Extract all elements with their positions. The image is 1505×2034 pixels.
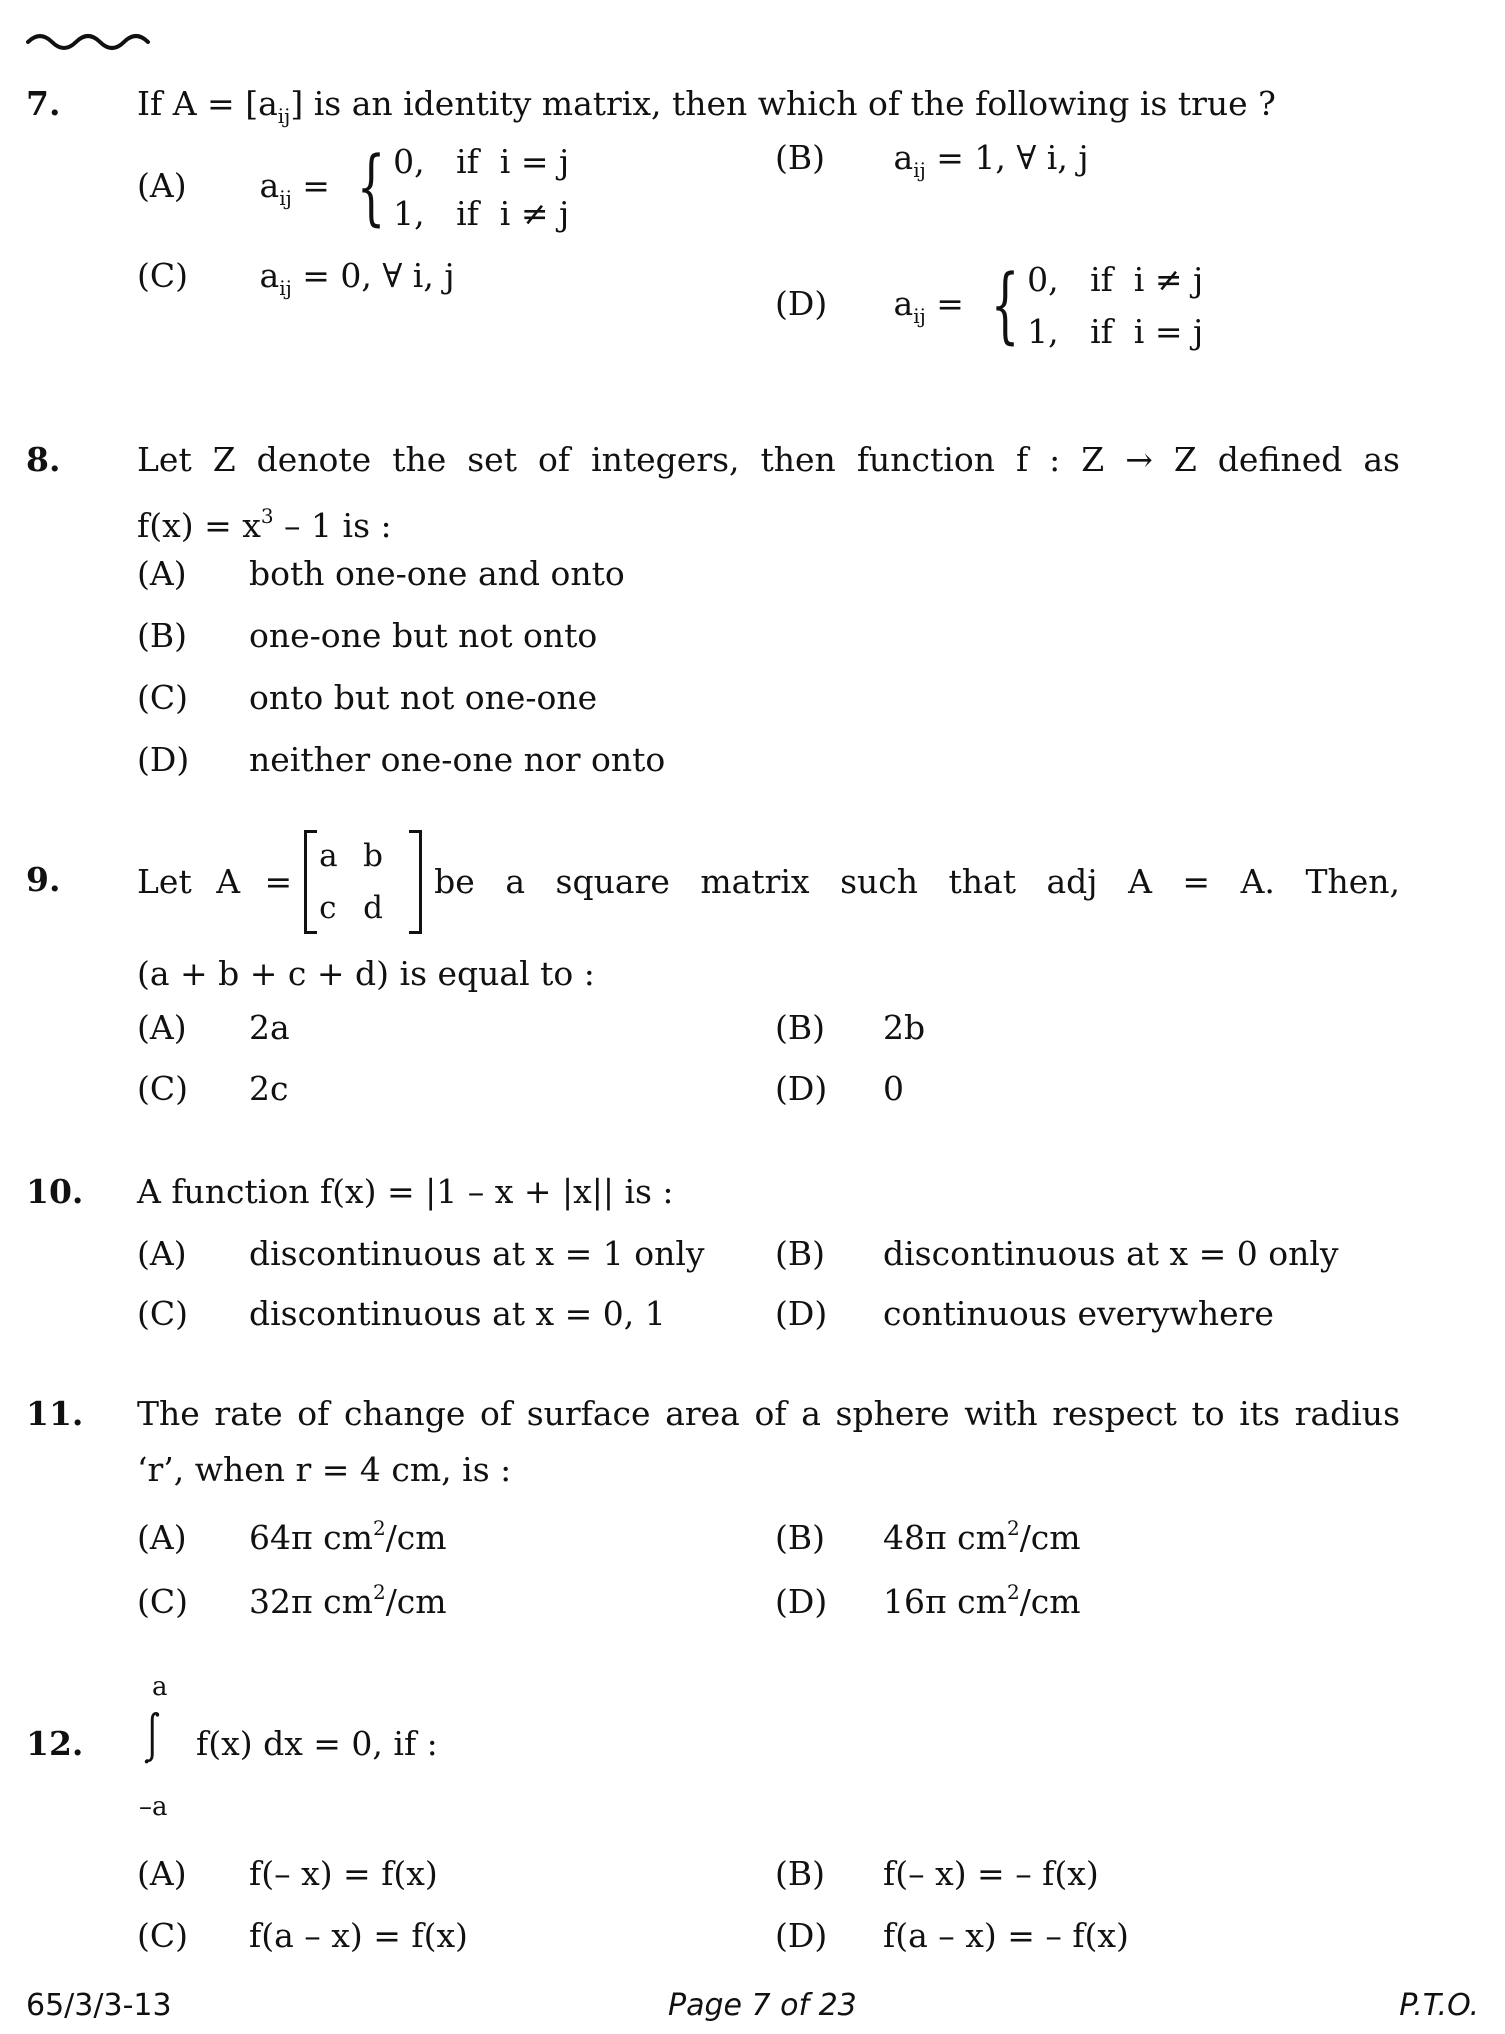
- question-number: 12.: [26, 1724, 84, 1763]
- question-stem: A function f(x) = |1 – x + |x|| is :: [137, 1172, 674, 1211]
- question-stem-line-1: The rate of change of surface area of a sphere with respect to its radius: [137, 1394, 1400, 1433]
- question-number: 8.: [26, 440, 61, 479]
- option-c[interactable]: (C) f(a – x) = f(x): [137, 1916, 468, 1955]
- option-c[interactable]: (C) 32π $cm^2/cm$: [137, 1580, 447, 1621]
- option-d[interactable]: (D) 16π $cm^2/cm$: [775, 1580, 1081, 1621]
- option-b[interactable]: (B) discontinuous at x = 0 only: [775, 1234, 1339, 1273]
- question-stem: f(x) dx = 0, if :: [196, 1724, 438, 1763]
- option-b[interactable]: (B) 2b: [775, 1008, 926, 1047]
- option-a[interactable]: (A) 2a: [137, 1008, 290, 1047]
- pto-label: P.T.O.: [1399, 1988, 1479, 2023]
- option-d[interactable]: (D) $a_{ij}$ = { 0, if i ≠ j 1, if i = j: [775, 254, 1203, 358]
- option-b[interactable]: (B) $a_{ij} = 1$, ∀ i, j: [775, 138, 1089, 182]
- question-stem: If $A = [a_{ij}]$ is an identity matrix, then which of the following is true ?: [137, 84, 1276, 128]
- question-number: 9.: [26, 860, 61, 899]
- question-stem-line-2: ‘r’, when r = 4 cm, is :: [137, 1450, 512, 1489]
- option-a[interactable]: (A) f(– x) = f(x): [137, 1854, 438, 1893]
- question-number: 10.: [26, 1172, 84, 1211]
- question-stem-line-1: Let Z denote the set of integers, then function f : Z → Z defined as: [137, 440, 1400, 479]
- option-b[interactable]: (B) f(– x) = – f(x): [775, 1854, 1099, 1893]
- question-stem-line-2: (a + b + c + d) is equal to :: [137, 954, 595, 993]
- option-a[interactable]: (A) $a_{ij}$ = { 0, if i = j 1, if i ≠ j: [137, 136, 569, 240]
- option-b[interactable]: (B) one-one but not onto: [137, 616, 598, 655]
- option-b[interactable]: (B) 48π $cm^2/cm$: [775, 1516, 1081, 1557]
- squiggle-icon: [26, 26, 156, 56]
- option-d[interactable]: (D) neither one-one nor onto: [137, 740, 666, 779]
- option-d[interactable]: (D) continuous everywhere: [775, 1294, 1274, 1333]
- question-number: 7.: [26, 84, 61, 123]
- option-a[interactable]: (A) both one-one and onto: [137, 554, 625, 593]
- option-d[interactable]: (D) 0: [775, 1069, 904, 1108]
- option-c[interactable]: (C) onto but not one-one: [137, 678, 598, 717]
- option-d[interactable]: (D) f(a – x) = – f(x): [775, 1916, 1129, 1955]
- option-c[interactable]: (C) $a_{ij} = 0$, ∀ i, j: [137, 256, 455, 300]
- matrix-a: a b c d: [304, 830, 422, 934]
- left-brace-icon: {: [356, 140, 386, 235]
- left-bracket-icon: [304, 830, 317, 934]
- question-stem-line-2: $f(x) = x^3 - 1$ is :: [137, 504, 392, 545]
- integral-icon: [140, 1710, 170, 1800]
- left-brace-icon: {: [990, 258, 1020, 353]
- integral-lower-limit: –a: [139, 1792, 168, 1822]
- question-stem-line-1: Let A = a b c d be a square matrix such that adj A = A. Then,: [137, 830, 1400, 934]
- right-bracket-icon: [409, 830, 422, 934]
- page-number: Page 7 of 23: [668, 1988, 857, 2023]
- option-c[interactable]: (C) 2c: [137, 1069, 289, 1108]
- option-a[interactable]: (A) discontinuous at x = 1 only: [137, 1234, 705, 1273]
- question-number: 11.: [26, 1394, 84, 1433]
- piecewise-cases: { 0, if i = j 1, if i ≠ j: [356, 140, 570, 235]
- integral-upper-limit: a: [152, 1672, 168, 1702]
- paper-code: 65/3/3-13: [26, 1988, 172, 2023]
- piecewise-cases: { 0, if i ≠ j 1, if i = j: [990, 258, 1204, 353]
- option-c[interactable]: (C) discontinuous at x = 0, 1: [137, 1294, 666, 1333]
- option-a[interactable]: (A) 64π $cm^2/cm$: [137, 1516, 447, 1557]
